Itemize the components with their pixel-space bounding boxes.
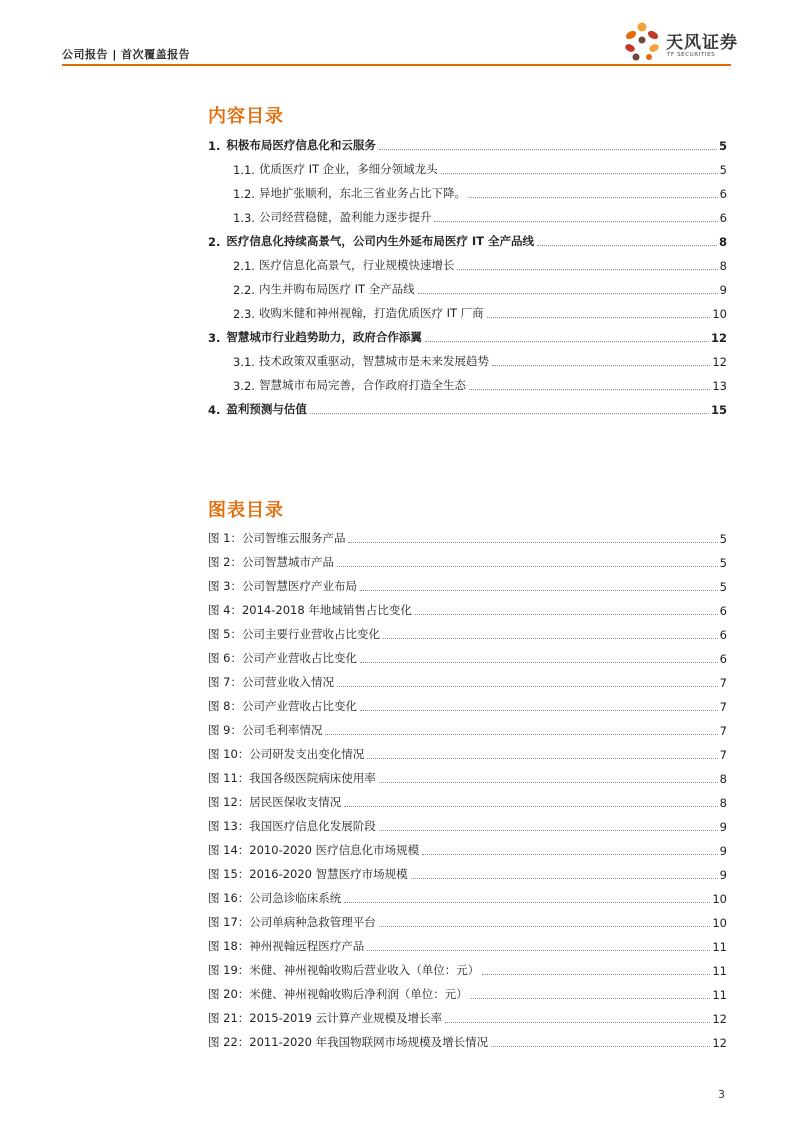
figure-item[interactable]: [208, 642, 727, 666]
figure-text: 公司智慧城市产品: [241, 555, 334, 569]
leader-dots: [379, 781, 718, 783]
toc-item[interactable]: [208, 345, 727, 369]
figure-text: 公司产业营收占比变化: [241, 699, 357, 713]
figure-text: 米健、神州视翰收购后营业收入（单位：元）: [249, 963, 480, 977]
figure-label: 图 15：: [208, 867, 250, 881]
page-header: [62, 0, 738, 67]
figures-list: [208, 522, 727, 1050]
toc-item[interactable]: [208, 129, 727, 153]
figure-text: 我国医疗信息化发展阶段: [249, 819, 376, 833]
figure-page: 5: [719, 556, 727, 570]
leader-dots: [383, 637, 718, 639]
leader-dots: [360, 661, 718, 663]
leader-dots: [418, 292, 718, 294]
toc-item-page: 15: [710, 403, 727, 417]
figure-text: 米健、神州视翰收购后净利润（单位：元）: [249, 987, 468, 1001]
toc-item[interactable]: [208, 249, 727, 273]
figure-page: 7: [719, 676, 727, 690]
figure-text: 2014-2018 年地域销售占比变化: [241, 603, 412, 617]
figure-label: 图 12：: [208, 795, 250, 809]
figure-label: 图 1：: [208, 531, 242, 545]
toc-item-page: 6: [719, 187, 727, 201]
toc-item-text: 优质医疗 IT 企业，多细分领域龙头: [258, 162, 438, 176]
toc-item-number: 1.: [208, 139, 221, 153]
figure-page: 6: [719, 604, 727, 618]
figure-page: 6: [719, 652, 727, 666]
report-type-label: 公司报告 | 首次覆盖报告: [62, 48, 191, 61]
leader-dots: [487, 316, 711, 318]
figure-label: 图 21：: [208, 1011, 250, 1025]
figure-text: 2015-2019 云计算产业规模及增长率: [249, 1011, 443, 1025]
figure-item[interactable]: [208, 954, 727, 978]
leader-dots: [348, 541, 717, 543]
figure-label: 图 22：: [208, 1035, 250, 1049]
figure-page: 11: [712, 940, 727, 954]
leader-dots: [310, 412, 709, 414]
toc-item[interactable]: [208, 201, 727, 225]
figure-item[interactable]: [208, 546, 727, 570]
leader-dots: [441, 172, 718, 174]
toc-item-page: 12: [712, 355, 727, 369]
figure-text: 2016-2020 智慧医疗市场规模: [249, 867, 408, 881]
toc-item-page: 5: [719, 163, 727, 177]
logo-english-name: TF SECURITIES: [667, 52, 716, 58]
figure-page: 10: [712, 916, 727, 930]
toc-item-page: 8: [719, 259, 727, 273]
toc-item[interactable]: [208, 177, 727, 201]
figure-page: 7: [719, 748, 727, 762]
figure-item[interactable]: [208, 594, 727, 618]
figure-page: 9: [719, 868, 727, 882]
figure-text: 公司智维云服务产品: [241, 531, 346, 545]
figure-page: 5: [719, 532, 727, 546]
toc-item-page: 13: [712, 379, 727, 393]
toc-item-text: 收购米健和神州视翰，打造优质医疗 IT 厂商: [258, 306, 484, 320]
figure-label: 图 20：: [208, 987, 250, 1001]
figure-label: 图 5：: [208, 627, 242, 641]
figure-label: 图 19：: [208, 963, 250, 977]
toc-item[interactable]: [208, 297, 727, 321]
leader-dots: [469, 196, 718, 198]
toc-item-page: 6: [719, 211, 727, 225]
figure-label: 图 7：: [208, 675, 242, 689]
toc-item[interactable]: [208, 153, 727, 177]
figure-label: 图 2：: [208, 555, 242, 569]
logo-chinese-name: 天风证券: [666, 33, 738, 53]
figure-text: 公司产业营收占比变化: [241, 651, 357, 665]
figure-label: 图 11：: [208, 771, 250, 785]
toc-item-text: 智慧城市行业趋势助力，政府合作添翼: [226, 330, 422, 344]
toc-item[interactable]: [208, 321, 727, 345]
figure-label: 图 3：: [208, 579, 242, 593]
toc-item-number: 3.1.: [233, 355, 255, 369]
leader-dots: [344, 805, 717, 807]
figure-text: 公司主要行业营收占比变化: [241, 627, 380, 641]
leader-dots: [337, 685, 718, 687]
leader-dots: [457, 268, 717, 270]
leader-dots: [367, 757, 717, 759]
figure-page: 11: [712, 964, 727, 978]
leader-dots: [469, 388, 710, 390]
figure-label: 图 10：: [208, 747, 250, 761]
figure-page: 9: [719, 820, 727, 834]
leader-dots: [360, 709, 718, 711]
figure-item[interactable]: [208, 1002, 727, 1026]
toc-item[interactable]: [208, 225, 727, 249]
figures-title: 图表目录: [208, 500, 284, 521]
leader-dots: [379, 148, 717, 150]
figure-page: 5: [719, 580, 727, 594]
toc-item-page: 8: [718, 235, 727, 249]
toc-item-page: 10: [712, 307, 727, 321]
figure-page: 10: [712, 892, 727, 906]
company-logo: [622, 20, 738, 64]
figure-text: 公司营业收入情况: [241, 675, 334, 689]
leader-dots: [425, 340, 709, 342]
leader-dots: [422, 853, 718, 855]
figure-label: 图 16：: [208, 891, 250, 905]
figure-text: 公司毛利率情况: [241, 723, 323, 737]
figure-item[interactable]: [208, 786, 727, 810]
leader-dots: [379, 829, 718, 831]
toc-item-text: 技术政策双重驱动，智慧城市是未来发展趋势: [258, 354, 489, 368]
toc-item-number: 1.3.: [233, 211, 255, 225]
figure-label: 图 4：: [208, 603, 242, 617]
toc-item-page: 9: [719, 283, 727, 297]
toc-item-number: 4.: [208, 403, 221, 417]
leader-dots: [411, 877, 718, 879]
toc-title: 内容目录: [208, 106, 284, 127]
toc-item-number: 2.: [208, 235, 221, 249]
toc-item-number: 3.: [208, 331, 221, 345]
toc-item-number: 3.2.: [233, 379, 255, 393]
header-divider: [62, 64, 731, 66]
figure-text: 公司单病种急救管理平台: [249, 915, 376, 929]
figure-label: 图 6：: [208, 651, 242, 665]
figure-item[interactable]: [208, 1026, 727, 1050]
toc-item-page: 5: [718, 139, 727, 153]
leader-dots: [344, 901, 710, 903]
figure-item[interactable]: [208, 930, 727, 954]
toc-item-text: 内生并购布局医疗 IT 全产品线: [258, 282, 415, 296]
leader-dots: [434, 220, 717, 222]
toc-item-text: 盈利预测与估值: [226, 402, 307, 416]
toc-item-text: 异地扩张顺利，东北三省业务占比下降。: [258, 186, 466, 200]
leader-dots: [337, 565, 718, 567]
leader-dots: [471, 997, 711, 999]
figure-label: 图 9：: [208, 723, 242, 737]
toc-item-number: 1.2.: [233, 187, 255, 201]
leader-dots: [415, 613, 718, 615]
toc-item-page: 12: [710, 331, 727, 345]
figure-text: 公司急诊临床系统: [249, 891, 342, 905]
figure-page: 9: [719, 844, 727, 858]
toc-item-number: 2.1.: [233, 259, 255, 273]
figure-item[interactable]: [208, 906, 727, 930]
toc-item[interactable]: [208, 393, 727, 417]
leader-dots: [379, 925, 711, 927]
leader-dots: [482, 973, 710, 975]
leader-dots: [492, 364, 710, 366]
figure-page: 7: [719, 700, 727, 714]
leader-dots: [367, 949, 710, 951]
toc-item-text: 公司经营稳健，盈利能力逐步提升: [258, 210, 432, 224]
figure-item[interactable]: [208, 858, 727, 882]
figure-text: 居民医保收支情况: [249, 795, 342, 809]
figure-text: 2010-2020 医疗信息化市场规模: [249, 843, 420, 857]
figure-label: 图 17：: [208, 915, 250, 929]
figure-item[interactable]: [208, 738, 727, 762]
figure-item[interactable]: [208, 714, 727, 738]
figure-page: 8: [719, 772, 727, 786]
leader-dots: [360, 589, 718, 591]
flower-logo-icon: [622, 20, 662, 64]
figure-item[interactable]: [208, 618, 727, 642]
toc-item[interactable]: [208, 273, 727, 297]
figure-label: 图 18：: [208, 939, 250, 953]
figure-text: 2011-2020 年我国物联网市场规模及增长情况: [249, 1035, 489, 1049]
figure-page: 7: [719, 724, 727, 738]
toc-item-text: 医疗信息化持续高景气，公司内生外延布局医疗 IT 全产品线: [226, 234, 535, 248]
figure-item[interactable]: [208, 810, 727, 834]
figure-label: 图 13：: [208, 819, 250, 833]
toc-item-number: 2.2.: [233, 283, 255, 297]
figure-text: 公司研发支出变化情况: [249, 747, 365, 761]
figure-text: 我国各级医院病床使用率: [249, 771, 376, 785]
figure-page: 8: [719, 796, 727, 810]
figure-item[interactable]: [208, 666, 727, 690]
figure-page: 12: [712, 1012, 727, 1026]
figure-item[interactable]: [208, 762, 727, 786]
toc-item-number: 1.1.: [233, 163, 255, 177]
figure-item[interactable]: [208, 570, 727, 594]
figure-text: 公司智慧医疗产业布局: [241, 579, 357, 593]
figure-page: 12: [712, 1036, 727, 1050]
figure-item[interactable]: [208, 978, 727, 1002]
contents-list: [208, 129, 727, 417]
toc-item[interactable]: [208, 369, 727, 393]
figure-page: 6: [719, 628, 727, 642]
figure-item[interactable]: [208, 834, 727, 858]
figure-label: 图 14：: [208, 843, 250, 857]
figure-item[interactable]: [208, 690, 727, 714]
toc-item-text: 医疗信息化高景气，行业规模快速增长: [258, 258, 455, 272]
figure-item[interactable]: [208, 522, 727, 546]
leader-dots: [491, 1045, 710, 1047]
toc-item-text: 智慧城市布局完善，合作政府打造全生态: [258, 378, 466, 392]
figure-item[interactable]: [208, 882, 727, 906]
figure-label: 图 8：: [208, 699, 242, 713]
page-number: 3: [718, 1088, 725, 1101]
toc-item-text: 积极布局医疗信息化和云服务: [226, 138, 376, 152]
figure-text: 神州视翰远程医疗产品: [249, 939, 365, 953]
leader-dots: [445, 1021, 710, 1023]
toc-item-number: 2.3.: [233, 307, 255, 321]
figure-page: 11: [712, 988, 727, 1002]
leader-dots: [325, 733, 717, 735]
leader-dots: [537, 244, 717, 246]
